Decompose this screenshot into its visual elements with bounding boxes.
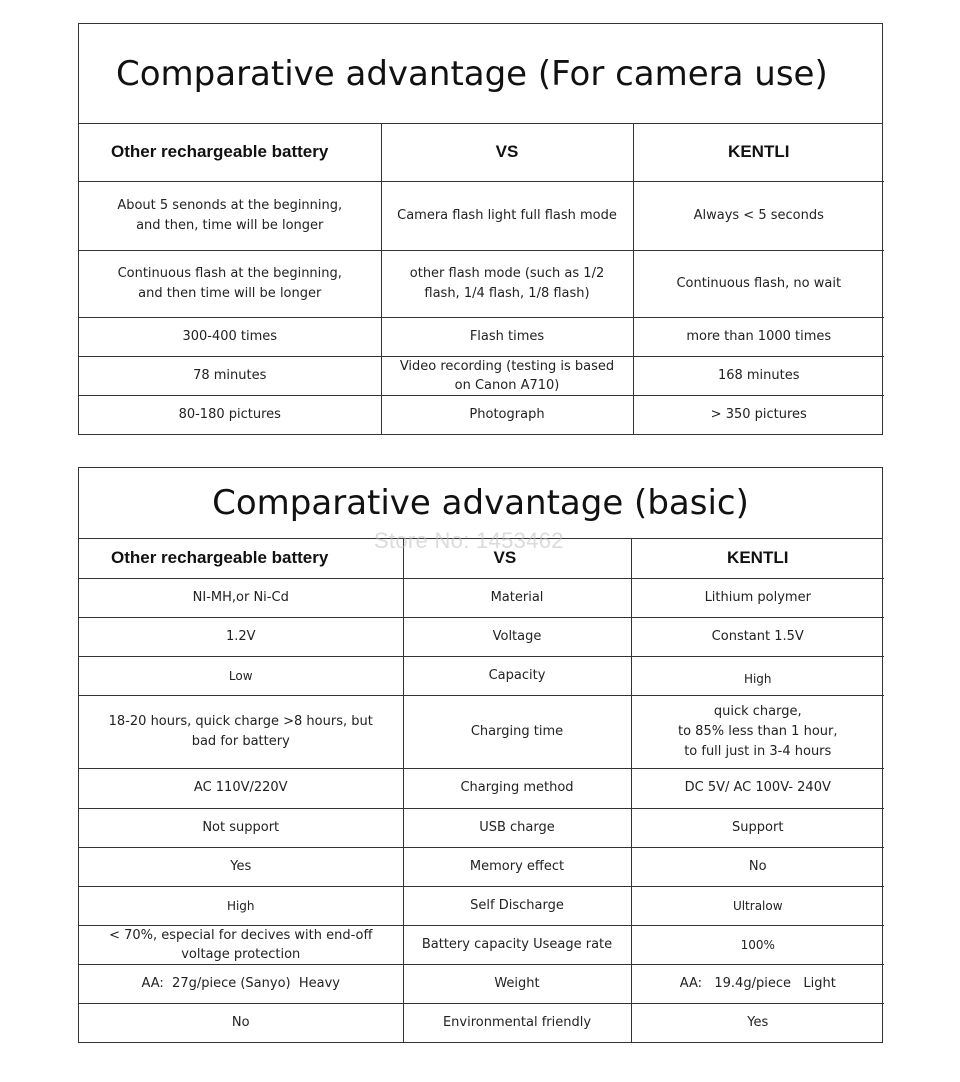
header-kentli: KENTLI bbox=[633, 124, 884, 181]
kentli-value: DC 5V/ AC 100V- 240V bbox=[631, 768, 884, 808]
table-row bbox=[79, 808, 884, 847]
table-row bbox=[79, 925, 884, 964]
kentli-value: Lithium polymer bbox=[631, 578, 884, 617]
table-row bbox=[79, 617, 884, 656]
table-header-row bbox=[79, 124, 884, 181]
other-value: 18-20 hours, quick charge >8 hours, but bad for battery bbox=[79, 695, 403, 768]
other-value: 80-180 pictures bbox=[79, 395, 381, 434]
camera-table-title: Comparative advantage (For camera use) bbox=[79, 24, 882, 124]
other-value: 78 minutes bbox=[79, 356, 381, 395]
kentli-value: AA: 19.4g/piece Light bbox=[631, 964, 884, 1003]
table-row bbox=[79, 656, 884, 695]
feature-label: Self Discharge bbox=[403, 886, 631, 925]
kentli-value: 100% bbox=[631, 925, 884, 964]
kentli-value: Always < 5 seconds bbox=[633, 181, 884, 250]
other-value: Low bbox=[79, 656, 403, 695]
kentli-value: 168 minutes bbox=[633, 356, 884, 395]
table-row bbox=[79, 886, 884, 925]
feature-label: Weight bbox=[403, 964, 631, 1003]
other-value: Yes bbox=[79, 847, 403, 886]
feature-label: Material bbox=[403, 578, 631, 617]
table-header-row bbox=[79, 539, 884, 578]
table-row bbox=[79, 1003, 884, 1042]
store-watermark: Store No: 1453462 bbox=[374, 528, 564, 553]
feature-label: other flash mode (such as 1/2 flash, 1/4 flash, 1/8 flash) bbox=[381, 250, 633, 317]
feature-label: Battery capacity Useage rate bbox=[403, 925, 631, 964]
table-row bbox=[79, 695, 884, 768]
basic-table-grid bbox=[79, 539, 884, 1042]
feature-label: USB charge bbox=[403, 808, 631, 847]
other-value: < 70%, especial for decives with end-off voltage protection bbox=[79, 925, 403, 964]
kentli-value: Continuous flash, no wait bbox=[633, 250, 884, 317]
other-value: Continuous flash at the beginning, and then time will be longer bbox=[79, 250, 381, 317]
table-row bbox=[79, 317, 884, 356]
kentli-value: Yes bbox=[631, 1003, 884, 1042]
feature-label: Capacity bbox=[403, 656, 631, 695]
table-row bbox=[79, 847, 884, 886]
table-row bbox=[79, 250, 884, 317]
other-value: 300-400 times bbox=[79, 317, 381, 356]
header-vs: VS bbox=[403, 539, 631, 578]
feature-label: Voltage bbox=[403, 617, 631, 656]
header-vs: VS bbox=[381, 124, 633, 181]
camera-table-grid bbox=[79, 124, 884, 434]
other-value: NI-MH,or Ni-Cd bbox=[79, 578, 403, 617]
other-value: No bbox=[79, 1003, 403, 1042]
kentli-value: No bbox=[631, 847, 884, 886]
feature-label: Photograph bbox=[381, 395, 633, 434]
feature-label: Memory effect bbox=[403, 847, 631, 886]
camera-comparison-table bbox=[78, 23, 883, 435]
feature-label: Environmental friendly bbox=[403, 1003, 631, 1042]
other-value: 1.2V bbox=[79, 617, 403, 656]
feature-label: Camera flash light full flash mode bbox=[381, 181, 633, 250]
other-value: About 5 senonds at the beginning, and then, time will be longer bbox=[79, 181, 381, 250]
kentli-value: more than 1000 times bbox=[633, 317, 884, 356]
table-row bbox=[79, 356, 884, 395]
feature-label: Charging time bbox=[403, 695, 631, 768]
table-row bbox=[79, 395, 884, 434]
header-other-battery: Other rechargeable battery bbox=[79, 124, 381, 181]
feature-label: Charging method bbox=[403, 768, 631, 808]
other-value: High bbox=[79, 886, 403, 925]
kentli-value: Ultralow bbox=[631, 886, 884, 925]
other-value: AC 110V/220V bbox=[79, 768, 403, 808]
kentli-value: quick charge, to 85% less than 1 hour, to full just in 3-4 hours bbox=[631, 695, 884, 768]
basic-table-title: Comparative advantage (basic) bbox=[79, 468, 882, 539]
other-value: Not support bbox=[79, 808, 403, 847]
basic-comparison-table bbox=[78, 467, 883, 1043]
table-row bbox=[79, 964, 884, 1003]
header-other-battery: Other rechargeable battery bbox=[79, 539, 403, 578]
table-row bbox=[79, 578, 884, 617]
table-row bbox=[79, 181, 884, 250]
feature-label: Flash times bbox=[381, 317, 633, 356]
kentli-value: > 350 pictures bbox=[633, 395, 884, 434]
table-row bbox=[79, 768, 884, 808]
feature-label: Video recording (testing is based on Canon A710) bbox=[381, 356, 633, 395]
other-value: AA: 27g/piece (Sanyo) Heavy bbox=[79, 964, 403, 1003]
kentli-value: Support bbox=[631, 808, 884, 847]
kentli-value: High bbox=[631, 656, 884, 695]
kentli-value: Constant 1.5V bbox=[631, 617, 884, 656]
header-kentli: KENTLI bbox=[631, 539, 884, 578]
